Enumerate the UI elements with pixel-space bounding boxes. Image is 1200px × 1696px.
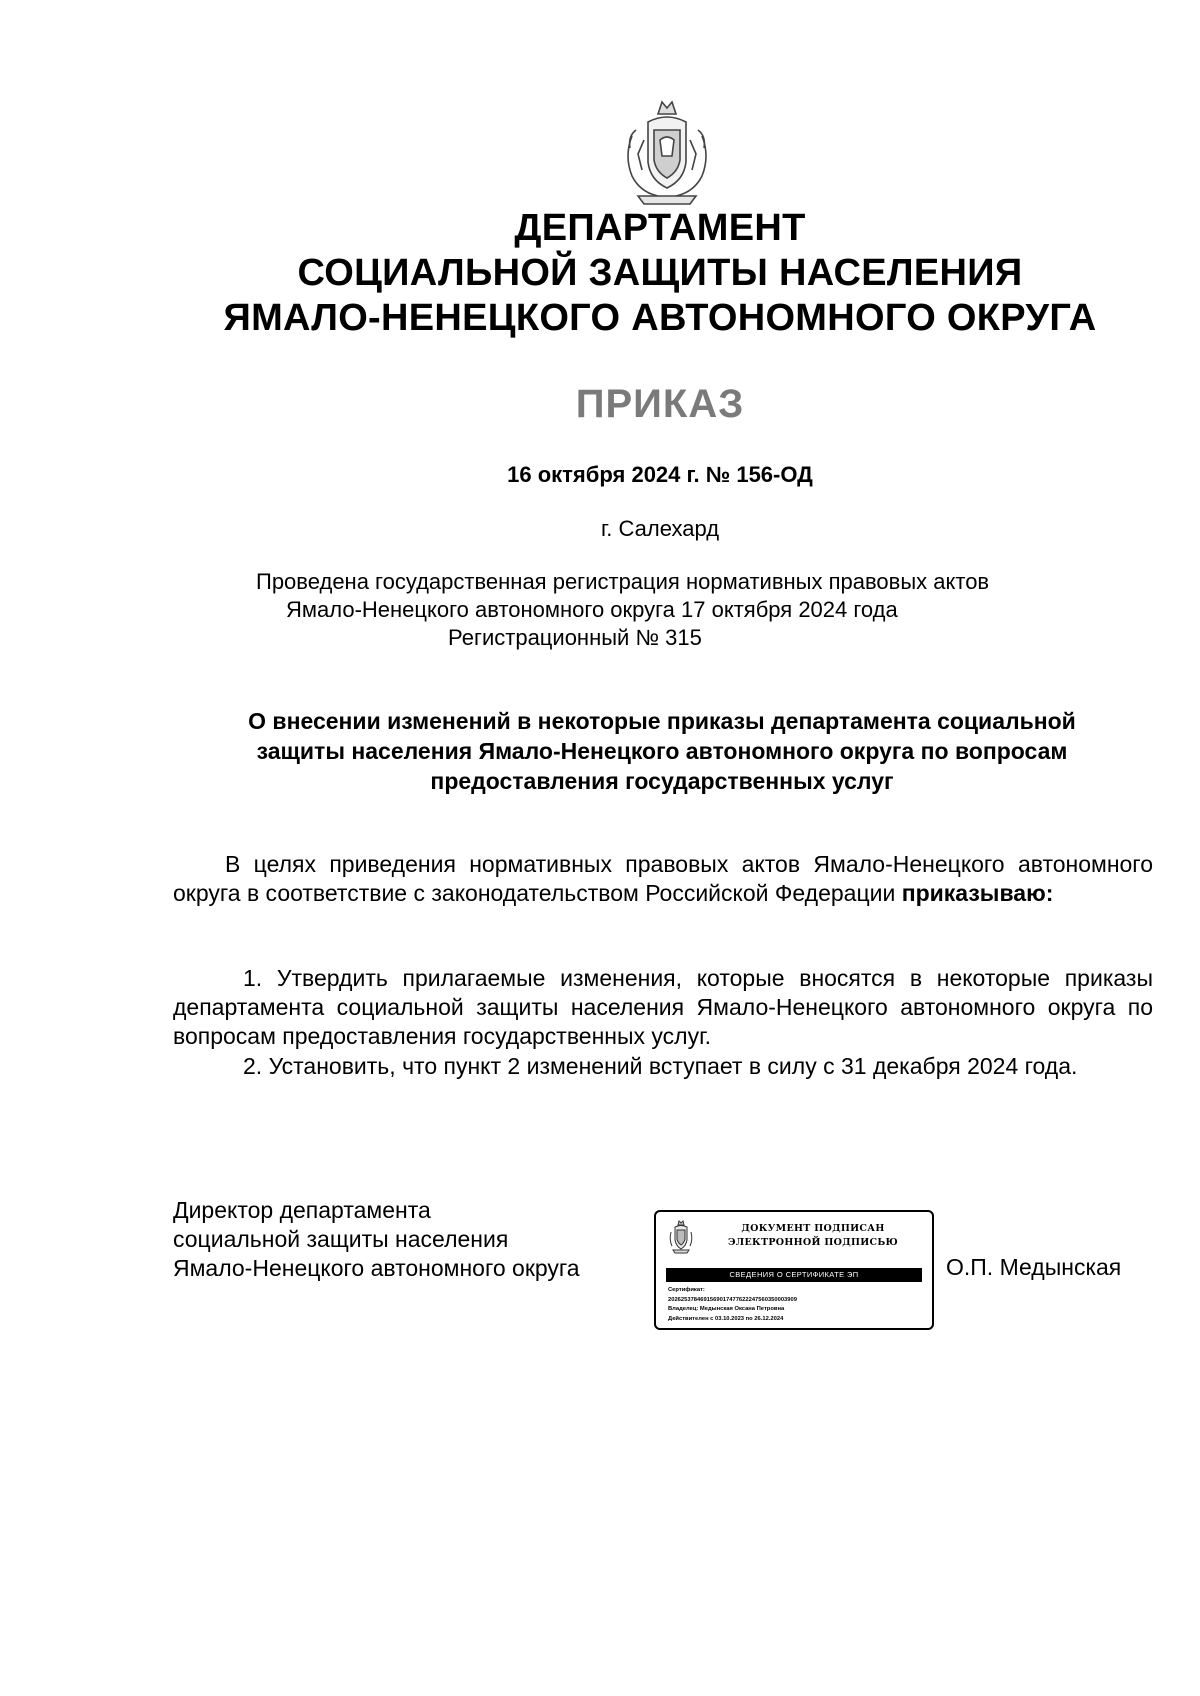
document-city: г. Салехард	[600, 516, 720, 541]
order-subject	[172, 706, 1152, 796]
registration-number: Регистрационный № 315	[448, 625, 702, 650]
stamp-cert-label: Сертификат:	[668, 1287, 705, 1293]
subject-line: О внесении изменений в некоторые приказы департамента социальной	[248, 708, 1076, 734]
preamble-bold: приказываю:	[901, 880, 1054, 906]
stamp-title-line: ДОКУМЕНТ ПОДПИСАН	[741, 1223, 885, 1234]
stamp-emblem-icon	[668, 1220, 694, 1254]
order-item-text: 1. Утвердить прилагаемые изменения, которые вносятся в некоторые приказы департамента социальной защиты населения Ямало-Ненецкого автономного округа по вопросам предоставления государственных услуг.	[173, 965, 1153, 1049]
order-item-1	[173, 964, 1153, 1051]
stamp-validity: Действителен с 03.10.2023 по 26.12.2024	[668, 1315, 784, 1322]
stamp-certificate-bar: СВЕДЕНИЯ О СЕРТИФИКАТЕ ЭП	[666, 1268, 922, 1282]
document-type: ПРИКАЗ	[575, 382, 745, 426]
coat-of-arms-icon	[618, 96, 716, 208]
document-date-number: 16 октября 2024 г. № 156-ОД	[507, 462, 813, 487]
department-title-line: СОЦИАЛЬНОЙ ЗАЩИТЫ НАСЕЛЕНИЯ	[297, 252, 1023, 294]
stamp-title	[700, 1222, 926, 1250]
preamble-paragraph	[173, 850, 1153, 908]
order-item-2	[173, 1052, 1153, 1081]
subject-line: предоставления государственных услуг	[430, 768, 894, 794]
department-title	[120, 206, 1200, 341]
signer-position-line: Ямало-Ненецкого автономного округа	[173, 1255, 580, 1281]
registration-line: Проведена государственная регистрация нормативных правовых актов	[256, 569, 990, 594]
stamp-certificate-details	[668, 1286, 924, 1324]
stamp-title-line: ЭЛЕКТРОННОЙ ПОДПИСЬЮ	[727, 1237, 899, 1248]
signer-position-line: Директор департамента	[173, 1197, 431, 1223]
signer-position-line: социальной защиты населения	[173, 1226, 509, 1252]
stamp-owner: Владелец: Медынская Оксана Петровна	[668, 1306, 785, 1312]
subject-line: защиты населения Ямало-Ненецкого автономного округа по вопросам	[256, 738, 1068, 764]
order-item-text: 2. Установить, что пункт 2 изменений вступает в силу с 31 декабря 2024 года.	[243, 1053, 1078, 1079]
signer-position	[173, 1196, 580, 1283]
stamp-cert-number: 2026253784691569017477622247560350003909	[668, 1296, 797, 1303]
preamble-text: В целях приведения нормативных правовых актов Ямало-Ненецкого автономного округа в соответствие с законодательством Российской Федерации	[173, 851, 1153, 906]
department-title-line: ЯМАЛО-НЕНЕЦКОГО АВТОНОМНОГО ОКРУГА	[223, 297, 1097, 339]
registration-line: Ямало-Ненецкого автономного округа 17 октября 2024 года	[286, 597, 898, 622]
signer-name: О.П. Медынская	[946, 1254, 1122, 1280]
department-title-line: ДЕПАРТАМЕНТ	[514, 207, 806, 249]
electronic-signature-stamp	[654, 1210, 934, 1330]
